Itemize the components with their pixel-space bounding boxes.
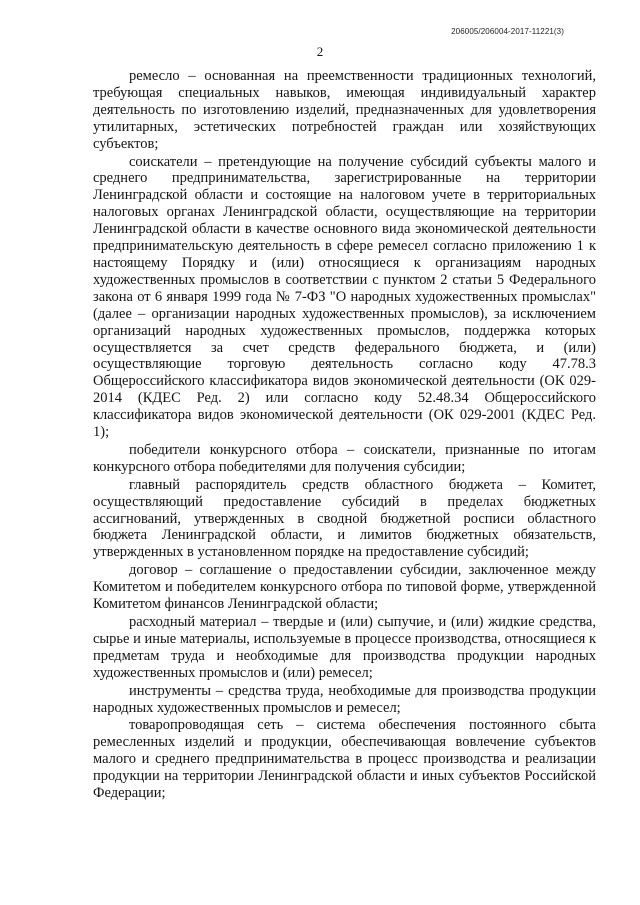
- document-code: 206005/206004-2017-11221(3): [451, 27, 564, 36]
- definition-paragraph-craft: ремесло – основанная на преемственности традиционных технологий, требующая специальных навыков, имеющая индивидуальный характер деятельность по изготовлению изделий, предназначенных для удовлетворения утилитарных, эстетических потребностей граждан или хозяйствующих субъектов;: [93, 68, 596, 152]
- definition-paragraph-consumables: расходный материал – твердые и (или) сыпучие, и (или) жидкие средства, сырье и иные материалы, используемые в процессе производства, относящиеся к предметам труда и необходимые для производства продукции народных художественных промыслов и (или) ремесел;: [93, 614, 596, 681]
- definition-paragraph-applicants: соискатели – претендующие на получение субсидий субъекты малого и среднего предпринимательства, зарегистрированные на территории Ленинградской области и состоящие на налоговом учете в территориальных налоговых органах Ленинградской области, осуществляющие на территории Ленинградской области в качестве основного вида экономической деятельности предпринимательскую деятельность в сфере ремесел согласно приложению 1 к настоящему Порядку и (или) относящиеся к организациям народных художественных промыслов в соответствии с пунктом 2 статьи 5 Федерального закона от 6 января 1999 года № 7-ФЗ "О народных художественных промыслах" (далее – организации народных художественных промыслов), за исключением организаций народных художественных промыслов, поддержка которых осуществляется за счет средств федерального бюджета, и (или) осуществляющие торговую деятельность согласно коду 47.78.3 Общероссийского классификатора видов экономической деятельности (ОК 029-2014 (КДЕС Ред. 2) или согласно коду 52.48.34 Общероссийского классификатора видов экономической деятельности (ОК 029-2001 (КДЕС Ред. 1);: [93, 153, 596, 441]
- definition-paragraph-budget-manager: главный распорядитель средств областного бюджета – Комитет, осуществляющий предоставление субсидий в пределах бюджетных ассигнований, утвержденных в сводной бюджетной росписи областного бюджета Ленинградской области, и лимитов бюджетных обязательств, утвержденных в установленном порядке на предоставление субсидий;: [93, 476, 596, 561]
- definition-paragraph-distribution-network: товаропроводящая сеть – система обеспечения постоянного сбыта ремесленных изделий и продукции, обеспечивающая вовлечение субъектов малого и среднего предпринимательства в процесс производства и реализации продукции на территории Ленинградской области и иных субъектов Российской Федерации;: [93, 717, 596, 802]
- definition-paragraph-winners: победители конкурсного отбора – соискатели, признанные по итогам конкурсного отбора победителями для получения субсидии;: [93, 441, 596, 475]
- definition-paragraph-tools: инструменты – средства труда, необходимые для производства продукции народных художественных промыслов и ремесел;: [93, 682, 596, 716]
- page-number: 2: [316, 44, 324, 59]
- document-body: [93, 68, 596, 803]
- definition-paragraph-agreement: договор – соглашение о предоставлении субсидии, заключенное между Комитетом и победителем конкурсного отбора по типовой форме, утвержденной Комитетом финансов Ленинградской области;: [93, 562, 596, 613]
